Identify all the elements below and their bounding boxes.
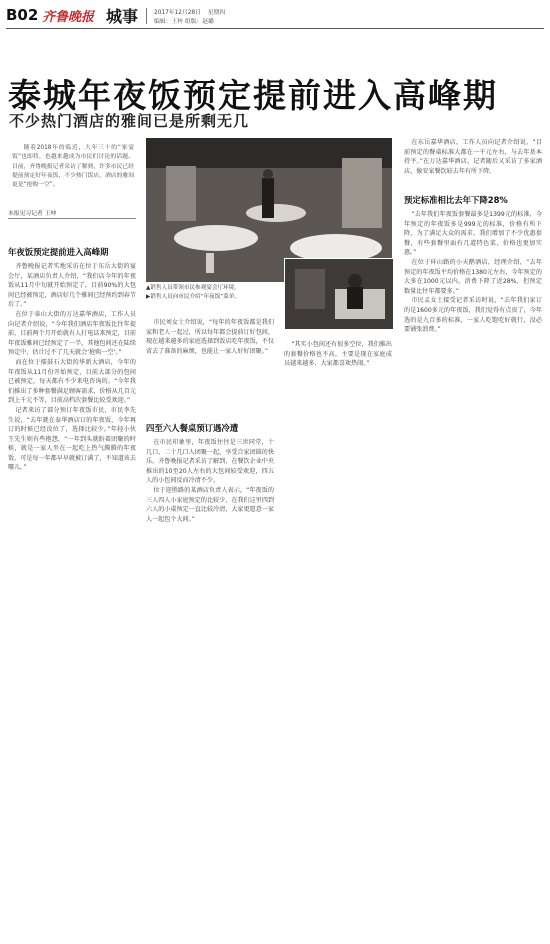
column-4-lead (404, 138, 542, 176)
issue-date: 2017年12月28日 星期四 (154, 10, 226, 16)
section-heading-1: 年夜饭预定提前进入高峰期 (8, 247, 109, 257)
service-photo-image (285, 259, 393, 329)
headline: 泰城年夜饭预定提前进入高峰期 (8, 76, 498, 115)
section-title: 城事 (106, 7, 139, 26)
section-heading-3: 预定标准相比去年下降28% (404, 195, 508, 205)
byline: 本报见习记者 王坤 (8, 211, 57, 217)
subheadline: 不少热门酒店的雅间已是所剩无几 (9, 112, 250, 130)
paragraph: 位于迎胜路的某酒店负责人表示，“年夜饭的三人四人小家庭预定的比较少，在我们这里四到六人的小桌预定一直比较冷清，大家更愿意一家人一起包个大间。” (146, 486, 274, 523)
photo-caption-2: ▶销售人员向市民介绍“年夜饭”菜单。 (146, 294, 241, 300)
paragraph: 记者来访了部分预订年夜饭市民，市民李先生说，“去年就在泰华酒店订的年夜饭，今年再订的时候已经没位了，选择比较少。”年轻小伙王先生则有些抱怨，“一年到头就盼着团聚的时候，就是一家人坐在一起吃上热气腾腾的年夜饭，可是每一年都早早就被订满了，不知道该去哪儿。” (8, 406, 136, 472)
paragraph: 在位于泰山大街的万达嘉华酒店，工作人员向记者介绍说，“今年我们酒店年夜饭比往年提前，目前两个月开始就有人打电话来预定，目前年夜饭雅间已经预定了一半，其他包间还在陆续预定中，估计过不了几天就会‘抢购一空’。” (8, 310, 136, 357)
column-3-body (284, 340, 392, 369)
paragraph: 齐鲁晚报记者实地采访在位于东岳大街的宴会厅，某酒店负责人介绍，“我们店今年的年夜饭从11月中旬就开始预定了，目前90%的大包间已经被预定，酒店好几个雅间已经预约到春节后了。” (8, 263, 136, 309)
service-photo (284, 258, 394, 330)
editor-credits: 编辑：王梓 组版：赵璐 (154, 19, 214, 25)
paragraph: “去年我们年夜饭套餐最多是1399元的标准，今年预定的年夜饭多是999元的标准，价格有所下降，为了满足大众的需求，我们增加了不少优惠套餐，有些套餐里面有几道特色菜，价格也更加实惠。” (404, 211, 542, 257)
paragraph: 在东岳嘉华酒店，工作人员向记者介绍说，“目前预定的餐桌标准大都在一千元左右，与去年基本持平。”在万达嘉华酒店，记者随后又采访了多家酒店，像安家餐饮较去年有所下降。 (404, 139, 542, 175)
header-rule (6, 28, 544, 29)
page-number: B02 (6, 6, 39, 24)
issue-weekday: 星期四 (207, 10, 226, 16)
section-heading-2: 四至六人餐桌预订遇冷遭 (146, 423, 239, 433)
paragraph: 市民孟女士接受记者采访时说，“去年我们家订的是1600多元的年夜饭，我们觉得有点贵了，今年选的是九百多的标准，一家人吃饱吃好就行，没必要铺张浪费。” (404, 297, 542, 334)
section-body-3 (404, 210, 542, 335)
brand-logo: 齐鲁晚报 (42, 10, 95, 25)
intro-paragraph: 随着2018年的临近，大年三十的“家宴饭”也即将，也越来越成为市民们讨论的话题。目前，齐鲁晚报记者采访了解到，许多市民已经提前预定好年夜饭，不少热门饭店，酒店的雅间更是“抢购一空”。 (12, 145, 134, 189)
paragraph: 而在位于擂鼓石大街的华新大酒店，今年的年夜饭从11月份开始预定，目前大部分的包间已被预定，每天都有不少来电咨询的。“今年我们推出了多种套餐满足顾客需求，价格从几百元到上千元不等，目前高档次套餐比较受欢迎。” (8, 358, 136, 405)
paragraph: “其实小包间还有很多空位，我们推出的套餐价格也不高，主要是现在家庭成员越来越多，大家都喜欢热闹。” (284, 341, 392, 368)
paragraph: 在位于环山路的小天鹅酒店，经理介绍，“去年预定的年夜饭平均价格在1380元左右，今年预定的大多在1000元以内，消费下降了近28%，但预定数量比往年都要多。” (404, 258, 542, 295)
section-body-2 (146, 438, 274, 524)
column-2-lead (146, 318, 274, 356)
byline-rule (8, 218, 136, 219)
header-divider-icon (146, 8, 147, 24)
paragraph: 在市民印象里，年夜饭往往是三世同堂，十几口、二十几口人团聚一起，享受合家团圆的快乐。齐鲁晚报记者采访了解到，在餐饮企业中央推出的10至20人左右的大包间较受欢迎，四五人的小包间反而冷清不少。 (146, 439, 274, 485)
photo-caption-1: ▲销售人员带领市民参观宴会厅环境。 (146, 285, 240, 291)
section-body-1 (8, 262, 136, 473)
paragraph: 市民刘女士介绍说，“每年的年夜饭都是我们家和老人一起过，所以每年都会提前订好包间，现在越来越多的家庭选择到饭店吃年夜饭，不仅省去了准备的麻烦，也能让一家人好好团聚。” (146, 319, 274, 355)
